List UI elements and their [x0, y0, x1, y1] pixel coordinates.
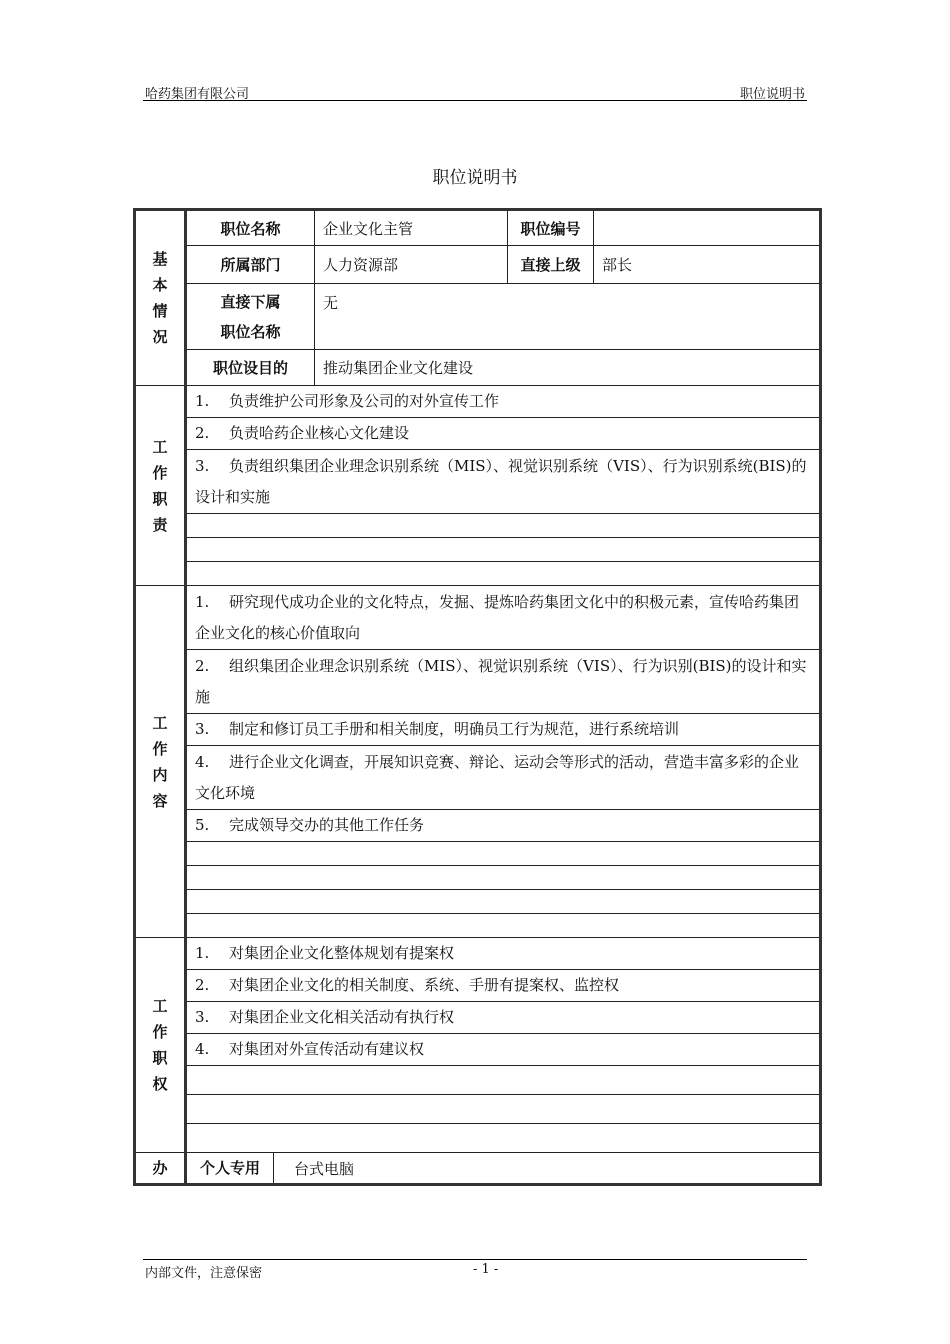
blank-row [186, 562, 821, 586]
section-authority: 工 作 职 权 [135, 938, 186, 1153]
blank-row [186, 538, 821, 562]
dept-label: 所属部门 [186, 246, 315, 284]
blank-row [186, 890, 821, 914]
blank-row [186, 1066, 821, 1095]
blank-row [186, 1095, 821, 1124]
purpose-label: 职位设目的 [186, 350, 315, 386]
duty-item: 2. 负责哈药企业核心文化建设 [186, 418, 821, 450]
blank-row [186, 842, 821, 866]
page-number: - 1 - [473, 1262, 499, 1277]
content-item: 3. 制定和修订员工手册和相关制度，明确员工行为规范，进行系统培训 [186, 714, 821, 746]
subordinate-value: 无 [315, 284, 821, 350]
office-label: 个人专用 [187, 1153, 274, 1183]
job-description-table [133, 208, 822, 1186]
position-code-value [594, 210, 821, 246]
footer-note: 内部文件，注意保密 [145, 1266, 263, 1281]
header-rule [143, 100, 807, 101]
position-code-label: 职位编号 [508, 210, 594, 246]
content-item: 4. 进行企业文化调查，开展知识竞赛、辩论、运动会等形式的活动，营造丰富多彩的企业文化环境 [186, 746, 821, 810]
office-row [186, 1153, 821, 1185]
authority-item: 3. 对集团企业文化相关活动有执行权 [186, 1002, 821, 1034]
authority-item: 1. 对集团企业文化整体规划有提案权 [186, 938, 821, 970]
section-duties: 工 作 职 责 [135, 386, 186, 586]
section-basic: 基 本 情 况 [135, 210, 186, 386]
subordinate-label: 直接下属 职位名称 [186, 284, 315, 350]
blank-row [186, 1124, 821, 1153]
content-item: 1. 研究现代成功企业的文化特点，发掘、提炼哈药集团文化中的积极元素，宣传哈药集团企业文化的核心价值取向 [186, 586, 821, 650]
section-office: 办 [135, 1153, 186, 1185]
header-company: 哈药集团有限公司 [145, 87, 250, 102]
blank-row [186, 514, 821, 538]
authority-item: 2. 对集团企业文化的相关制度、系统、手册有提案权、监控权 [186, 970, 821, 1002]
content-item: 5. 完成领导交办的其他工作任务 [186, 810, 821, 842]
blank-row [186, 866, 821, 890]
content-item: 2. 组织集团企业理念识别系统（MIS）、视觉识别系统（VIS）、行为识别(BIS)的设计和实施 [186, 650, 821, 714]
superior-label: 直接上级 [508, 246, 594, 284]
section-content: 工 作 内 容 [135, 586, 186, 938]
authority-item: 4. 对集团对外宣传活动有建议权 [186, 1034, 821, 1066]
position-name-label: 职位名称 [186, 210, 315, 246]
footer-rule [143, 1259, 807, 1260]
dept-value: 人力资源部 [315, 246, 508, 284]
position-name-value: 企业文化主管 [315, 210, 508, 246]
blank-row [186, 914, 821, 938]
duty-item: 1. 负责维护公司形象及公司的对外宣传工作 [186, 386, 821, 418]
superior-value: 部长 [594, 246, 821, 284]
office-value: 台式电脑 [294, 1159, 355, 1178]
page-title: 职位说明书 [432, 168, 518, 188]
purpose-value: 推动集团企业文化建设 [315, 350, 821, 386]
header-doc-type: 职位说明书 [739, 87, 805, 102]
duty-item: 3. 负责组织集团企业理念识别系统（MIS）、视觉识别系统（VIS）、行为识别系统(BIS)的设计和实施 [186, 450, 821, 514]
